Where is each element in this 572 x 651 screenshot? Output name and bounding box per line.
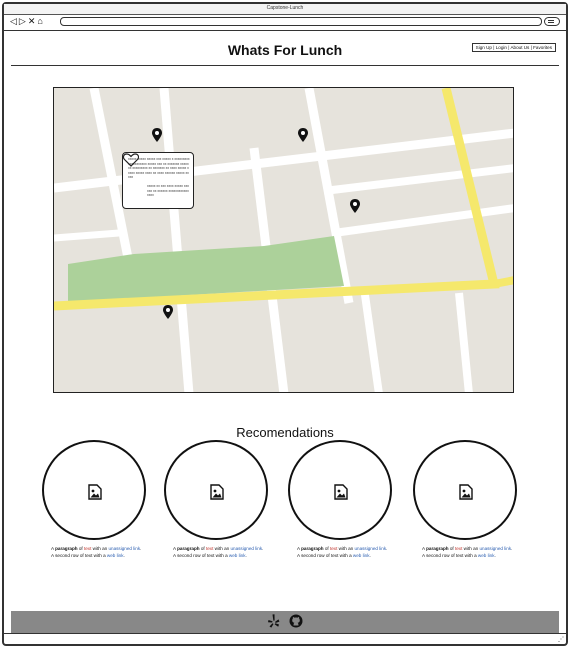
image-icon [210,484,224,500]
browser-toolbar [4,14,566,31]
recommendation-card[interactable] [288,440,398,558]
github-icon[interactable] [289,614,303,633]
recommendation-image[interactable] [42,440,146,540]
recommendation-caption: A paragraph of text with an unassigned link. A second row of text with a web link. [297,546,388,558]
yelp-icon[interactable] [267,614,280,633]
recommendation-caption: A paragraph of text with an unassigned link. A second row of text with a web link. [51,546,142,558]
web-link[interactable]: web link [477,553,495,558]
window-title: Capstone-Lunch [266,5,304,11]
unassigned-link[interactable]: unassigned link [108,546,141,551]
page-header [11,32,559,66]
browser-window [2,2,568,646]
recommendation-caption: A paragraph of text with an unassigned link. A second row of text with a web link. [422,546,513,558]
window-statusbar [4,633,566,644]
url-bar[interactable] [60,17,542,26]
map-canvas [54,88,514,393]
image-icon [334,484,348,500]
map-pin-icon[interactable] [152,128,162,142]
recommendation-card[interactable] [164,440,274,558]
recommendation-caption: A paragraph of text with an unassigned link. A second row of text with a web link. [173,546,264,558]
back-icon[interactable]: ◁ [10,16,18,26]
unassigned-link[interactable]: unassigned link [479,546,512,551]
map[interactable] [53,87,514,393]
recommendation-image[interactable] [288,440,392,540]
page-footer [11,611,559,633]
map-pin-icon[interactable] [163,305,173,319]
hamburger-menu-icon[interactable] [544,17,560,26]
nav-links[interactable]: Sign Up | Login | About Us | Favorites [472,43,556,52]
web-link[interactable]: web link [352,553,370,558]
recommendation-image[interactable] [413,440,517,540]
map-info-popup[interactable] [122,152,194,209]
recommendation-card[interactable] [42,440,152,558]
image-icon [88,484,102,500]
map-pin-icon[interactable] [298,128,308,142]
nav-buttons [10,16,45,27]
home-icon[interactable]: ⌂ [37,16,44,26]
heart-icon[interactable] [123,153,139,167]
map-pin-icon[interactable] [350,199,360,213]
recommendation-card[interactable] [413,440,523,558]
web-link[interactable]: web link [106,553,124,558]
recommendation-image[interactable] [164,440,268,540]
recommendations-title: Recomendations [236,425,334,440]
forward-icon[interactable]: ▷ [18,16,27,26]
popup-text-2: xxxxx xx xxx xxxx xxxxx xxx xxx xx xxxxxx xxxxxxxxxxxx xxxx [147,184,190,198]
close-icon[interactable]: ✕ [27,16,37,26]
streets [54,88,514,393]
footer-icons [11,614,559,633]
unassigned-link[interactable]: unassigned link [230,546,263,551]
image-icon [459,484,473,500]
resize-grip-icon[interactable]: ⋰ [558,637,564,643]
popup-text: xxxxx xxxxx xxxxx xxx xxxxx x xxxxxxxxx xxxxxxxxxxx xxxxx xxx xx xxxxxxx xxxxxxx xxxxxxxxx xx xxxxxxx xx xxxx xxxxx xxxxx xxxxx xxxx xx xxxx xxxxxx xxxxx xxxxx [128,157,190,180]
web-link[interactable]: web link [228,553,246,558]
page-title: Whats For Lunch [227,42,343,58]
unassigned-link[interactable]: unassigned link [354,546,387,551]
